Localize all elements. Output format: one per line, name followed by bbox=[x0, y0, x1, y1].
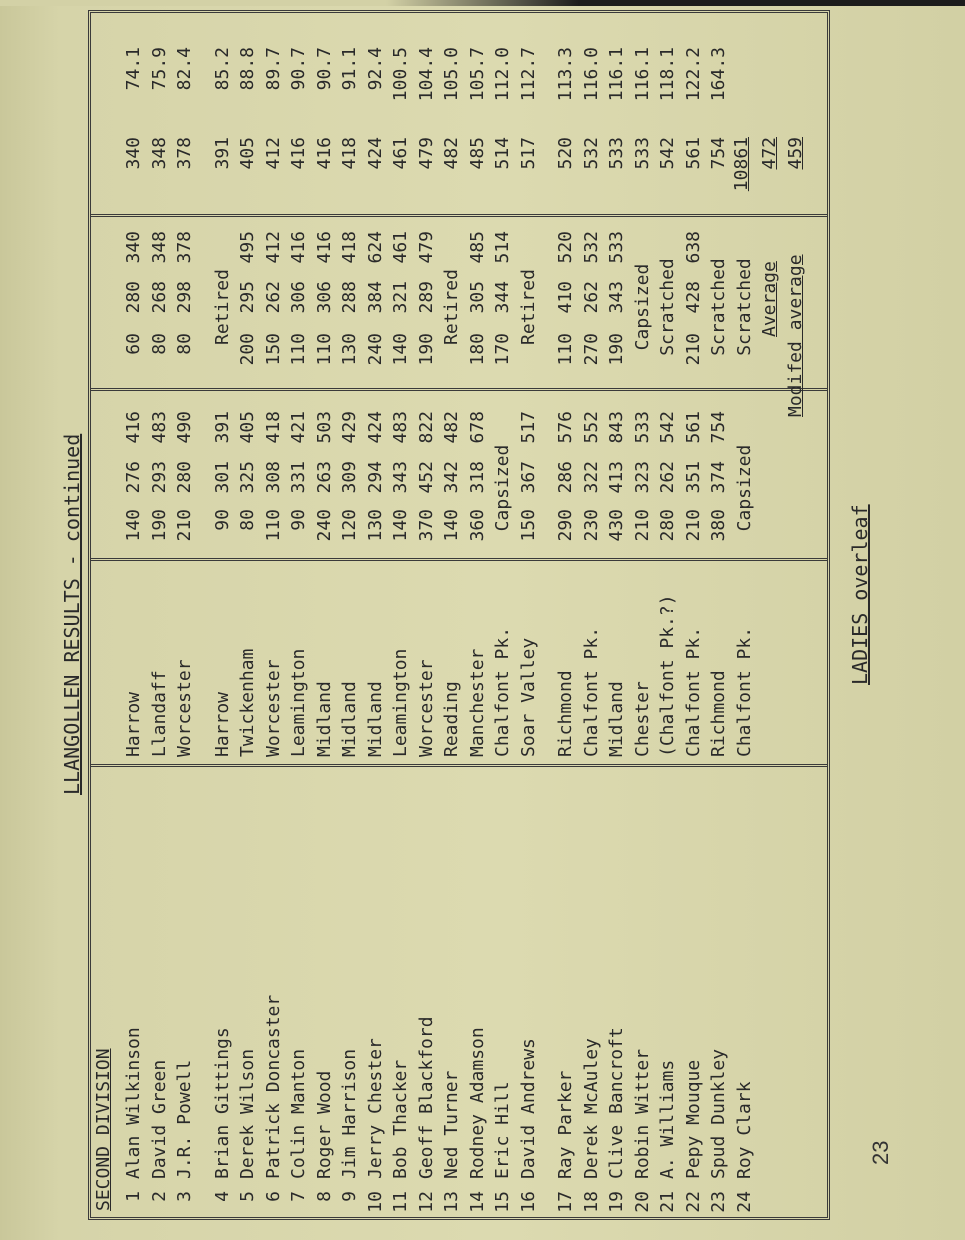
percentage: 116.0 bbox=[580, 47, 602, 102]
run1-score: 490 bbox=[174, 411, 195, 444]
place-number: 20 bbox=[631, 1191, 653, 1213]
run2-penalty-a: 200 bbox=[237, 333, 258, 366]
run1-score: 542 bbox=[657, 411, 678, 444]
run1-score: 405 bbox=[237, 411, 258, 444]
run2-score: 378 bbox=[174, 231, 195, 264]
run2-note: Scratched bbox=[657, 258, 678, 356]
place-number: 4 bbox=[211, 1191, 233, 1202]
run1-score: 822 bbox=[415, 411, 437, 444]
run1-score: 561 bbox=[682, 411, 704, 444]
place-number: 21 bbox=[657, 1191, 678, 1213]
run1-score: 429 bbox=[339, 411, 360, 444]
run1-score: 517 bbox=[517, 411, 539, 444]
place-number: 9 bbox=[339, 1191, 360, 1202]
run2-penalty-a: 110 bbox=[555, 333, 576, 366]
table-row bbox=[363, 13, 389, 1217]
run1-time: 293 bbox=[148, 461, 170, 494]
rotated-results-page bbox=[60, 10, 872, 1220]
club-name: Worcester bbox=[262, 659, 284, 757]
run1-score: 754 bbox=[708, 411, 729, 444]
run2-score: 340 bbox=[123, 231, 144, 264]
place-number: 6 bbox=[262, 1191, 284, 1202]
competitor-name: Clive Bancroft bbox=[606, 1027, 627, 1179]
competitor-name: Alan Wilkinson bbox=[123, 1027, 144, 1179]
place-number: 3 bbox=[174, 1191, 195, 1202]
club-name: Midland bbox=[313, 681, 335, 757]
club-name: Midland bbox=[606, 681, 627, 757]
best-score: 533 bbox=[606, 137, 627, 170]
run2-note: Retired bbox=[441, 269, 462, 345]
table-row bbox=[465, 13, 491, 1217]
place-number: 7 bbox=[288, 1191, 309, 1202]
run2-note: Capsized bbox=[631, 263, 653, 351]
table-row bbox=[286, 13, 312, 1217]
run1-time: 309 bbox=[339, 461, 360, 494]
run2-time: 280 bbox=[123, 281, 144, 314]
run1-score: 424 bbox=[364, 411, 386, 444]
run2-penalty-a: 170 bbox=[492, 333, 513, 366]
percentage: 164.3 bbox=[708, 47, 729, 102]
run1-score: 483 bbox=[148, 411, 170, 444]
percentage: 105.7 bbox=[466, 47, 488, 102]
place-number: 13 bbox=[441, 1191, 462, 1213]
run2-score: 485 bbox=[466, 231, 488, 264]
competitor-name: Geoff Blackford bbox=[415, 1016, 437, 1179]
percentage: 105.0 bbox=[441, 47, 462, 102]
table-row bbox=[388, 13, 414, 1217]
run1-penalty-a: 110 bbox=[262, 509, 284, 542]
run2-penalty-a: 60 bbox=[123, 333, 144, 355]
place-number: 2 bbox=[148, 1191, 170, 1202]
footer-note: LADIES overleaf bbox=[848, 504, 872, 685]
competitor-name: Eric Hill bbox=[492, 1081, 513, 1179]
best-score: 533 bbox=[631, 137, 653, 170]
table-row bbox=[579, 13, 605, 1217]
percentage: 89.7 bbox=[262, 47, 284, 91]
competitor-name: Bob Thacker bbox=[390, 1059, 411, 1179]
run1-time: 342 bbox=[441, 461, 462, 494]
competitor-name: David Green bbox=[148, 1059, 170, 1179]
scan-edge bbox=[0, 0, 965, 6]
best-score: 561 bbox=[682, 137, 704, 170]
percentage: 112.7 bbox=[517, 47, 539, 102]
modified-average-value: 459 bbox=[785, 137, 806, 170]
run2-time: 289 bbox=[415, 281, 437, 314]
competitor-name: Spud Dunkley bbox=[708, 1048, 729, 1179]
run2-penalty-a: 270 bbox=[580, 333, 602, 366]
place-number: 18 bbox=[580, 1191, 602, 1213]
run1-score: 416 bbox=[123, 411, 144, 444]
run1-penalty-a: 290 bbox=[555, 509, 576, 542]
competitor-name: Jerry Chester bbox=[364, 1038, 386, 1179]
club-name: Chalfont Pk. bbox=[682, 626, 704, 757]
run1-time: 331 bbox=[288, 461, 309, 494]
run2-penalty-a: 80 bbox=[174, 333, 195, 355]
run1-time: 367 bbox=[517, 461, 539, 494]
results-table bbox=[88, 10, 830, 1220]
percentage: 90.7 bbox=[288, 47, 309, 91]
competitor-name: Derek Wilson bbox=[237, 1048, 258, 1179]
percentage: 92.4 bbox=[364, 47, 386, 91]
run2-time: 321 bbox=[390, 281, 411, 314]
best-score: 416 bbox=[288, 137, 309, 170]
table-row bbox=[706, 13, 732, 1217]
run1-time: 351 bbox=[682, 461, 704, 494]
best-score: 378 bbox=[174, 137, 195, 170]
run2-penalty-a: 190 bbox=[415, 333, 437, 366]
club-name: Richmond bbox=[708, 670, 729, 757]
run1-note: Capsized bbox=[492, 444, 513, 532]
club-name: Reading bbox=[441, 681, 462, 757]
run2-time: 384 bbox=[364, 281, 386, 314]
run2-note: Scratched bbox=[733, 258, 755, 356]
run1-score: 421 bbox=[288, 411, 309, 444]
run1-time: 308 bbox=[262, 461, 284, 494]
run1-time: 413 bbox=[606, 461, 627, 494]
run2-score: 532 bbox=[580, 231, 602, 264]
competitor-name: Rodney Adamson bbox=[466, 1027, 488, 1179]
run2-score: 348 bbox=[148, 231, 170, 264]
place-number: 17 bbox=[555, 1191, 576, 1213]
run1-penalty-a: 120 bbox=[339, 509, 360, 542]
run2-score: 520 bbox=[555, 231, 576, 264]
table-row bbox=[210, 13, 236, 1217]
run2-penalty-a: 240 bbox=[364, 333, 386, 366]
run1-penalty-a: 140 bbox=[390, 509, 411, 542]
percentage: 74.1 bbox=[123, 47, 144, 91]
run1-penalty-a: 370 bbox=[415, 509, 437, 542]
run2-time: 262 bbox=[262, 281, 284, 314]
run2-time: 262 bbox=[580, 281, 602, 314]
run1-time: 301 bbox=[211, 461, 233, 494]
place-number: 12 bbox=[415, 1191, 437, 1213]
run1-time: 343 bbox=[390, 461, 411, 494]
table-row bbox=[337, 13, 363, 1217]
table-row bbox=[414, 13, 440, 1217]
best-score: 340 bbox=[123, 137, 144, 170]
table-row bbox=[490, 13, 516, 1217]
run2-note: Retired bbox=[517, 269, 539, 345]
run2-score: 638 bbox=[682, 231, 704, 264]
run2-time: 306 bbox=[313, 281, 335, 314]
place-number: 16 bbox=[517, 1191, 539, 1213]
percentage: 85.2 bbox=[211, 47, 233, 91]
run1-penalty-a: 230 bbox=[580, 509, 602, 542]
run1-time: 322 bbox=[580, 461, 602, 494]
place-number: 5 bbox=[237, 1191, 258, 1202]
competitor-name: A. Williams bbox=[657, 1059, 678, 1179]
run1-penalty-a: 210 bbox=[174, 509, 195, 542]
competitor-name: Patrick Doncaster bbox=[262, 994, 284, 1179]
percentage: 116.1 bbox=[631, 47, 653, 102]
best-score: 485 bbox=[466, 137, 488, 170]
run1-penalty-a: 360 bbox=[466, 509, 488, 542]
club-name: Chalfont Pk. bbox=[492, 626, 513, 757]
best-score: 418 bbox=[339, 137, 360, 170]
club-name: Llandaff bbox=[148, 670, 170, 757]
run1-penalty-a: 190 bbox=[148, 509, 170, 542]
run2-score: 412 bbox=[262, 231, 284, 264]
run2-score: 416 bbox=[313, 231, 335, 264]
best-score: 542 bbox=[657, 137, 678, 170]
run2-time: 343 bbox=[606, 281, 627, 314]
percentage: 82.4 bbox=[174, 47, 195, 91]
run1-penalty-a: 90 bbox=[211, 509, 233, 531]
best-score: 424 bbox=[364, 137, 386, 170]
run1-time: 452 bbox=[415, 461, 437, 494]
run2-score: 624 bbox=[364, 231, 386, 264]
sum-total: 10861 bbox=[731, 137, 752, 192]
best-score: 520 bbox=[555, 137, 576, 170]
table-row bbox=[147, 13, 173, 1217]
run1-score: 483 bbox=[390, 411, 411, 444]
run2-score: 416 bbox=[288, 231, 309, 264]
place-number: 14 bbox=[466, 1191, 488, 1213]
run2-time: 305 bbox=[466, 281, 488, 314]
run1-time: 323 bbox=[631, 461, 653, 494]
run1-score: 503 bbox=[313, 411, 335, 444]
percentage: 88.8 bbox=[237, 47, 258, 91]
run1-score: 533 bbox=[631, 411, 653, 444]
run1-time: 294 bbox=[364, 461, 386, 494]
place-number: 23 bbox=[708, 1191, 729, 1213]
run1-penalty-a: 380 bbox=[708, 509, 729, 542]
table-row bbox=[630, 13, 656, 1217]
best-score: 514 bbox=[492, 137, 513, 170]
best-score: 754 bbox=[708, 137, 729, 170]
run2-penalty-a: 180 bbox=[466, 333, 488, 366]
percentage: 118.1 bbox=[657, 47, 678, 102]
competitor-name: Jim Harrison bbox=[339, 1048, 360, 1179]
run1-penalty-a: 80 bbox=[237, 509, 258, 531]
club-name: Midland bbox=[364, 681, 386, 757]
percentage: 75.9 bbox=[148, 47, 170, 91]
run2-penalty-a: 110 bbox=[313, 333, 335, 366]
percentage: 122.2 bbox=[682, 47, 704, 102]
competitor-name: Robin Witter bbox=[631, 1048, 653, 1179]
competitor-name: Colin Manton bbox=[288, 1048, 309, 1179]
club-name: Worcester bbox=[415, 659, 437, 757]
place-number: 10 bbox=[364, 1191, 386, 1213]
run1-time: 263 bbox=[313, 461, 335, 494]
club-name: Chalfont Pk. bbox=[733, 626, 755, 757]
place-number: 1 bbox=[123, 1191, 144, 1202]
club-name: Worcester bbox=[174, 659, 195, 757]
place-number: 11 bbox=[390, 1191, 411, 1213]
club-name: Harrow bbox=[123, 691, 144, 757]
club-name: Chalfont Pk. bbox=[580, 626, 602, 757]
table-row bbox=[312, 13, 338, 1217]
club-name: Harrow bbox=[211, 691, 233, 757]
percentage: 90.7 bbox=[313, 47, 335, 91]
run2-time: 410 bbox=[555, 281, 576, 314]
best-score: 405 bbox=[237, 137, 258, 170]
competitor-name: David Andrews bbox=[517, 1038, 539, 1179]
run2-penalty-a: 80 bbox=[148, 333, 170, 355]
competitor-name: Roger Wood bbox=[313, 1070, 335, 1179]
run1-penalty-a: 430 bbox=[606, 509, 627, 542]
run2-penalty-a: 110 bbox=[288, 333, 309, 366]
page-number: 23 bbox=[868, 1140, 893, 1165]
run2-score: 461 bbox=[390, 231, 411, 264]
run2-note: Retired bbox=[211, 269, 233, 345]
run2-penalty-a: 140 bbox=[390, 333, 411, 366]
percentage: 100.5 bbox=[390, 47, 411, 102]
best-score: 532 bbox=[580, 137, 602, 170]
best-score: 517 bbox=[517, 137, 539, 170]
run1-score: 482 bbox=[441, 411, 462, 444]
percentage: 112.0 bbox=[492, 47, 513, 102]
club-name: Chester bbox=[631, 681, 653, 757]
run1-penalty-a: 130 bbox=[364, 509, 386, 542]
run2-time: 268 bbox=[148, 281, 170, 314]
section-heading: SECOND DIVISION bbox=[93, 1048, 114, 1211]
run1-score: 552 bbox=[580, 411, 602, 444]
percentage: 113.3 bbox=[555, 47, 576, 102]
run2-note: Scratched bbox=[708, 258, 729, 356]
best-score: 412 bbox=[262, 137, 284, 170]
best-score: 391 bbox=[211, 137, 233, 170]
table-row bbox=[439, 13, 465, 1217]
run2-penalty-a: 150 bbox=[262, 333, 284, 366]
club-name: Soar Valley bbox=[517, 637, 539, 757]
run1-score: 678 bbox=[466, 411, 488, 444]
run1-penalty-a: 240 bbox=[313, 509, 335, 542]
percentage: 116.1 bbox=[606, 47, 627, 102]
table-row bbox=[261, 13, 287, 1217]
percentage: 104.4 bbox=[415, 47, 437, 102]
competitor-name: J.R. Powell bbox=[174, 1059, 195, 1179]
best-score: 479 bbox=[415, 137, 437, 170]
competitor-name: Pepy Mouque bbox=[682, 1059, 704, 1179]
run1-score: 418 bbox=[262, 411, 284, 444]
run1-penalty-a: 140 bbox=[441, 509, 462, 542]
club-name: Twickenham bbox=[237, 648, 258, 757]
run1-penalty-a: 150 bbox=[517, 509, 539, 542]
table-row bbox=[655, 13, 681, 1217]
club-name: Leamington bbox=[390, 648, 411, 757]
modified-average-label: Modifed average bbox=[785, 254, 806, 417]
run1-score: 576 bbox=[555, 411, 576, 444]
club-name: Midland bbox=[339, 681, 360, 757]
club-name: Manchester bbox=[466, 648, 488, 757]
run1-note: Capsized bbox=[733, 444, 755, 532]
competitor-name: Brian Gittings bbox=[211, 1027, 233, 1179]
place-number: 19 bbox=[606, 1191, 627, 1213]
competitor-name: Ray Parker bbox=[555, 1070, 576, 1179]
table-row bbox=[553, 13, 579, 1217]
club-name: Leamington bbox=[288, 648, 309, 757]
average-label: Average bbox=[759, 261, 780, 337]
competitor-name: Derek McAuley bbox=[580, 1038, 602, 1179]
run2-time: 344 bbox=[492, 281, 513, 314]
run1-penalty-a: 140 bbox=[123, 509, 144, 542]
place-number: 22 bbox=[682, 1191, 704, 1213]
run1-time: 276 bbox=[123, 461, 144, 494]
run2-score: 533 bbox=[606, 231, 627, 264]
table-row bbox=[681, 13, 707, 1217]
run2-score: 479 bbox=[415, 231, 437, 264]
run1-penalty-a: 210 bbox=[682, 509, 704, 542]
run1-penalty-a: 210 bbox=[631, 509, 653, 542]
run1-time: 280 bbox=[174, 461, 195, 494]
run1-score: 843 bbox=[606, 411, 627, 444]
run2-time: 288 bbox=[339, 281, 360, 314]
run1-time: 286 bbox=[555, 461, 576, 494]
run2-penalty-a: 190 bbox=[606, 333, 627, 366]
competitor-name: Ned Turner bbox=[441, 1070, 462, 1179]
run2-time: 298 bbox=[174, 281, 195, 314]
run1-time: 325 bbox=[237, 461, 258, 494]
run2-penalty-a: 210 bbox=[682, 333, 704, 366]
best-score: 416 bbox=[313, 137, 335, 170]
run2-penalty-a: 130 bbox=[339, 333, 360, 366]
table-row bbox=[121, 13, 147, 1217]
best-score: 482 bbox=[441, 137, 462, 170]
run1-score: 391 bbox=[211, 411, 233, 444]
run2-time: 428 bbox=[682, 281, 704, 314]
table-row bbox=[604, 13, 630, 1217]
run2-time: 295 bbox=[237, 281, 258, 314]
run2-score: 418 bbox=[339, 231, 360, 264]
best-score: 348 bbox=[148, 137, 170, 170]
club-name: (Chalfont Pk.?) bbox=[657, 594, 678, 757]
run2-time: 306 bbox=[288, 281, 309, 314]
run1-penalty-a: 90 bbox=[288, 509, 309, 531]
run2-score: 495 bbox=[237, 231, 258, 264]
average-value: 472 bbox=[759, 137, 780, 170]
table-row bbox=[516, 13, 542, 1217]
percentage: 91.1 bbox=[339, 47, 360, 91]
run2-score: 514 bbox=[492, 231, 513, 264]
run1-time: 318 bbox=[466, 461, 488, 494]
page-title: LLANGOLLEN RESULTS - continued bbox=[60, 433, 84, 795]
best-score: 461 bbox=[390, 137, 411, 170]
club-name: Richmond bbox=[555, 670, 576, 757]
table-row bbox=[172, 13, 198, 1217]
place-number: 8 bbox=[313, 1191, 335, 1202]
table-row bbox=[235, 13, 261, 1217]
run1-time: 262 bbox=[657, 461, 678, 494]
competitor-name: Roy Clark bbox=[733, 1081, 755, 1179]
run1-time: 374 bbox=[708, 461, 729, 494]
run1-penalty-a: 280 bbox=[657, 509, 678, 542]
place-number: 15 bbox=[492, 1191, 513, 1213]
place-number: 24 bbox=[733, 1191, 755, 1213]
